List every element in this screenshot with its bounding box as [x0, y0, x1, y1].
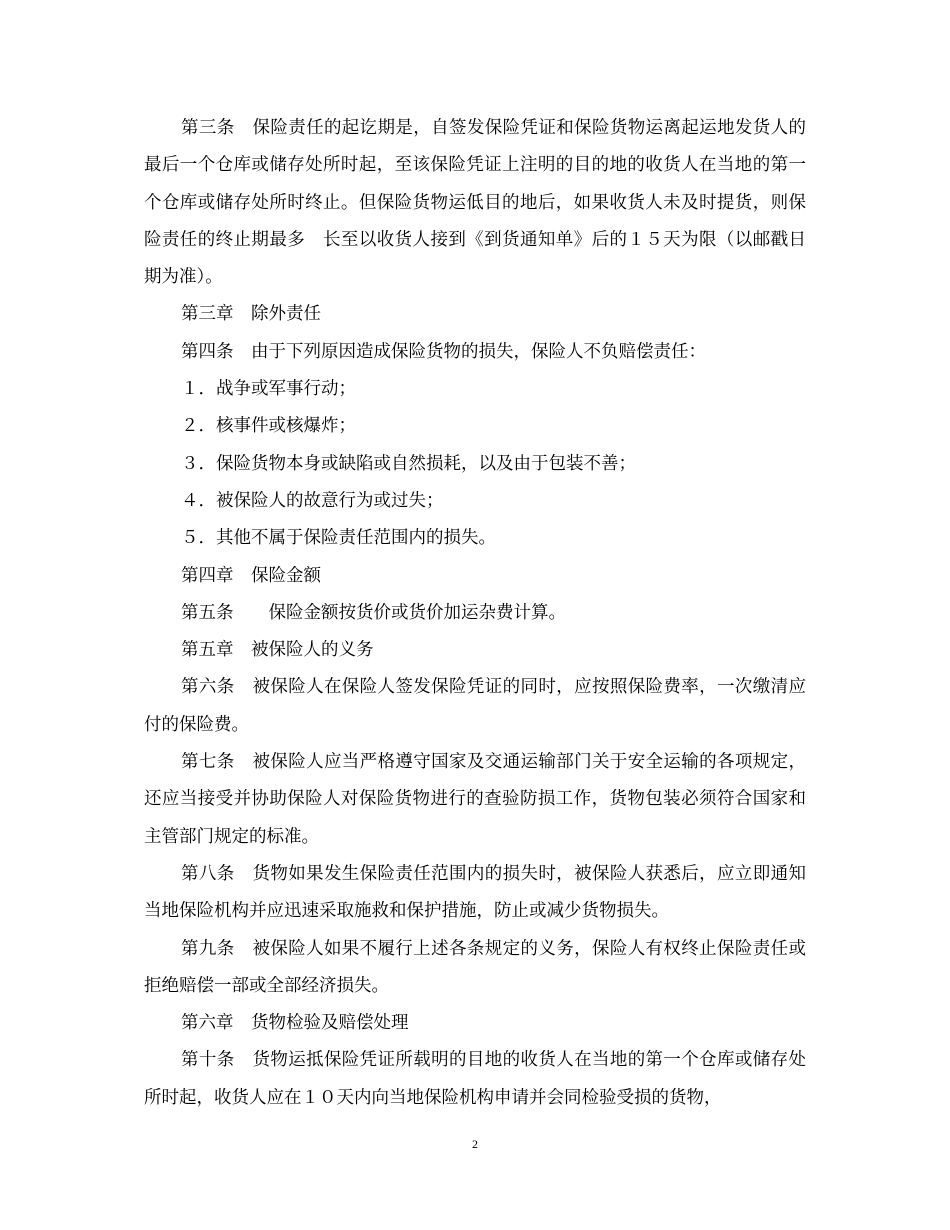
chapter-heading-3: 第三章 除外责任 [181, 304, 321, 325]
chapter-heading-4: 第四章 保险金额 [181, 565, 321, 586]
document-body [144, 110, 806, 1117]
list-item-5: ５．其他不属于保险责任范围内的损失。 [181, 528, 496, 549]
list-item-2: ２．核事件或核爆炸； [181, 416, 356, 437]
paragraph-article-7: 第七条 被保险人应当严格遵守国家及交通运输部门关于安全运输的各项规定，还应当接受并协助保险人对保险货物进行的查验防损工作，货物包装必须符合国家和主管部门规定的标准。 [144, 752, 806, 847]
paragraph-article-4: 第四条 由于下列原因造成保险货物的损失，保险人不负赔偿责任： [181, 341, 706, 362]
chapter-heading-5: 第五章 被保险人的义务 [181, 640, 374, 661]
paragraph-article-5: 第五条 保险金额按货价或货价加运杂费计算。 [181, 602, 566, 623]
paragraph-article-9: 第九条 被保险人如果不履行上述各条规定的义务，保险人有权终止保险责任或拒绝赔偿一部或全部经济损失。 [144, 938, 806, 996]
paragraph-article-3: 第三条 保险责任的起讫期是，自签发保险凭证和保险货物运离起运地发货人的最后一个仓库或储存处所时起，至该保险凭证上注明的目的地的收货人在当地的第一个仓库或储存处所时终止。但保险货物运低目的地后，如果收货人未及时提货，则保险责任的终止期最多 长至以收货人接到《到货通知单》后的１５天为限（以邮戳日期为准）。 [144, 118, 806, 288]
list-item-3: ３．保险货物本身或缺陷或自然损耗，以及由于包装不善； [181, 453, 636, 474]
list-item-4: ４．被保险人的故意行为或过失； [181, 490, 444, 511]
page-number: 2 [472, 1137, 478, 1151]
paragraph-article-8: 第八条 货物如果发生保险责任范围内的损失时，被保险人获悉后，应立即通知当地保险机构并应迅速采取施救和保护措施，防止或减少货物损失。 [144, 863, 806, 922]
chapter-heading-6: 第六章 货物检验及赔偿处理 [181, 1013, 409, 1034]
paragraph-article-6: 第六条 被保险人在保险人签发保险凭证的同时，应按照保险费率，一次缴清应付的保险费。 [144, 677, 806, 735]
paragraph-article-10: 第十条 货物运抵保险凭证所载明的目地的收货人在当地的第一个仓库或储存处所时起，收货人应在１０天内向当地保险机构申请并会同检验受损的货物， [144, 1050, 806, 1108]
list-item-1: １．战争或军事行动； [181, 379, 356, 400]
